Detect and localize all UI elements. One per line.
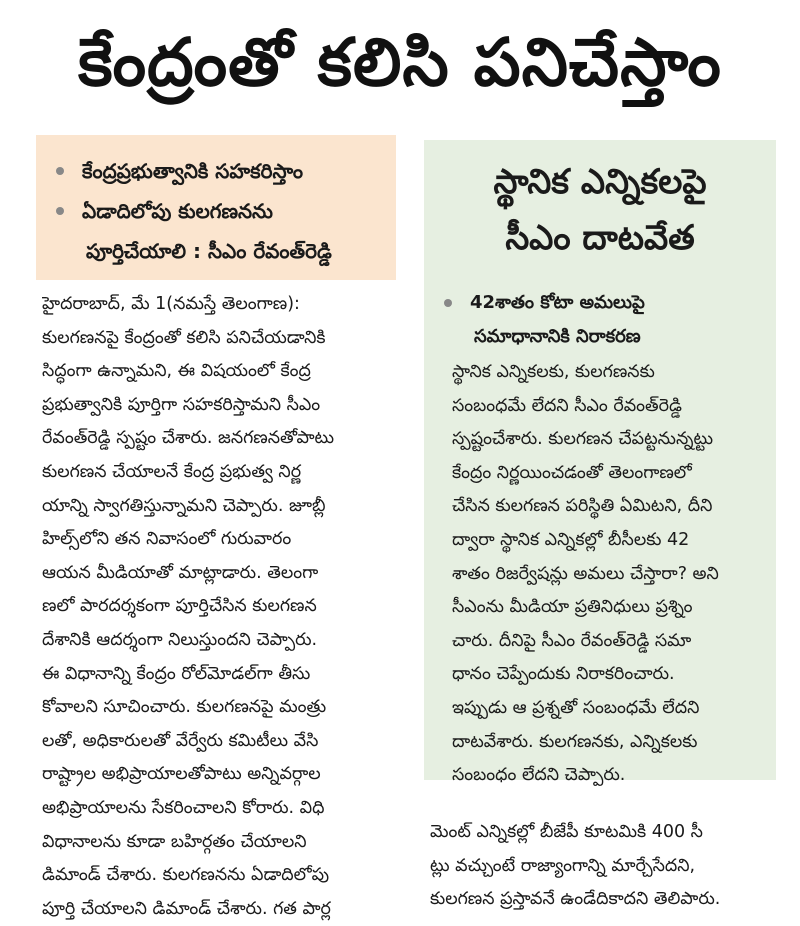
text-line: స్పష్టంచేశారు. కులగణన చేపట్టనున్నట్టు — [452, 429, 714, 450]
text-line: ట్లు వచ్చుంటే రాజ్యాంగాన్ని మార్చేసేదని, — [430, 855, 696, 876]
headline: కేంద్రంతో కలిసి పనిచేస్తాం — [78, 24, 722, 101]
text-line: దేశానికి ఆదర్శంగా నిలుస్తుందని చెప్పారు. — [42, 629, 318, 650]
text-line: సిద్ధంగా ఉన్నామని, ఈ విషయంలో కేంద్ర — [42, 361, 311, 382]
text-line: డిమాండ్ చేశారు. కులగణనను ఏడాదిలోపు — [42, 865, 330, 886]
text-line: కోవాలని సూచించారు. కులగణనపై మంత్రు — [42, 697, 327, 718]
side-story-bullet-line — [444, 320, 776, 354]
text-line: కులగణన చేయాలనే కేంద్ర ప్రభుత్వ నిర్ణ — [42, 461, 302, 482]
text-line: ప్రభుత్వానికి పూర్తిగా సహకరిస్తామని సీఎం — [42, 394, 321, 415]
text-line: సీఎంను మీడియా ప్రతినిధులు ప్రశ్నిం — [452, 597, 693, 618]
bullet-dot-icon — [56, 207, 64, 215]
highlight-text: కేంద్రప్రభుత్వానికి సహకరిస్తాం — [82, 159, 303, 183]
text-line: దాటవేశారు. కులగణనకు, ఎన్నికలకు — [452, 731, 698, 752]
text-line: ణలో పారదర్శకంగా పూర్తిచేసిన కులగణన — [42, 596, 317, 617]
highlight-bullet-2 — [56, 191, 384, 231]
text-line: శాతం రిజర్వేషన్లు అమలు చేస్తారా? అని — [452, 563, 719, 584]
text-line: పూర్తి చేయాలని డిమాండ్ చేశారు. గత పార్ల — [42, 898, 331, 919]
text-line: స్థానిక ఎన్నికలకు, కులగణనకు — [452, 362, 655, 382]
bullet-dot-icon — [56, 167, 64, 175]
text-line: రేవంత్‌రెడ్డి స్పష్టం చేశారు. జనగణనతోపాటు — [42, 428, 335, 449]
highlight-text: పూర్తిచేయాలి : సీఎం రేవంత్‌రెడ్డి — [86, 239, 332, 263]
text-line: హిల్స్‌లోని తన నివాసంలో గురువారం — [42, 529, 292, 550]
text-line: యాన్ని స్వాగతిస్తున్నామని చెప్పారు. జూబ్లీ — [42, 495, 326, 516]
main-story-column-left — [42, 288, 394, 926]
highlight-text: ఏడాదిలోపు కులగణనను — [82, 199, 273, 223]
highlights-box — [36, 135, 396, 280]
text-line: ఆయన మీడియాతో మాట్లాడారు. తెలంగా — [42, 562, 319, 583]
text-line: ధానం చెప్పేందుకు నిరాకరించారు. — [452, 664, 675, 685]
text-line: కులగణన ప్రస్తావనే ఉండేదికాదని తెలిపారు. — [430, 889, 721, 910]
side-story-bullet-line — [444, 286, 776, 320]
side-story-body — [452, 356, 764, 793]
main-story-column-right — [430, 816, 780, 917]
text-line: చారు. దీనిపై సీఎం రేవంత్‌రెడ్డి సమా — [452, 630, 692, 651]
text-line: సంబంధమే లేదని సీఎం రేవంత్‌రెడ్డి — [452, 395, 682, 416]
text-line: హైదరాబాద్, మే 1(నమస్తే తెలంగాణ): — [42, 294, 300, 314]
text-line: సంబంధం లేదని చెప్పారు. — [452, 765, 626, 786]
side-story-headline — [424, 140, 776, 266]
highlight-bullet-2-cont — [56, 231, 384, 271]
text-line: కేంద్రం నిర్ణయించడంతో తెలంగాణలో — [452, 462, 692, 483]
bullet-dot-icon — [444, 299, 452, 307]
highlight-bullet-1 — [56, 151, 384, 191]
text-line: ఇప్పుడు ఆ ప్రశ్నతో సంబంధమే లేదని — [452, 697, 700, 718]
text-line: మెంట్ ఎన్నికల్లో బీజేపీ కూటమికి 400 సీ — [430, 822, 703, 842]
side-story-headline-line: స్థానిక ఎన్నికలపై — [493, 162, 707, 202]
text-line: ఈ విధానాన్ని కేంద్రం రోల్‌మోడల్‌గా తీసు — [42, 663, 311, 684]
text-line: రాష్ట్రాల అభిప్రాయాలతోపాటు అన్నివర్గాల — [42, 764, 321, 785]
side-story-headline-line: సీఎం దాటవేత — [505, 218, 695, 258]
text-line: అభిప్రాయాలను సేకరించాలని కోరారు. విధి — [42, 797, 325, 818]
text-line: కులగణనపై కేంద్రంతో కలిసి పనిచేయడానికి — [42, 327, 326, 348]
side-story-bullet-text: 42శాతం కోటా అమలుపై — [470, 292, 645, 313]
text-line: లతో, అధికారులతో వేర్వేరు కమిటీలు వేసి — [42, 730, 319, 751]
text-line: విధానాలను కూడా బహిర్గతం చేయాలని — [42, 831, 307, 852]
side-story-bullet — [424, 286, 776, 354]
side-story-bullet-text: సమాధానానికి నిరాకరణ — [474, 326, 641, 347]
text-line: చేసిన కులగణన పరిస్థితి ఏమిటని, దీని — [452, 496, 713, 517]
text-line: ద్వారా స్థానిక ఎన్నికల్లో బీసీలకు 42 — [452, 529, 690, 550]
